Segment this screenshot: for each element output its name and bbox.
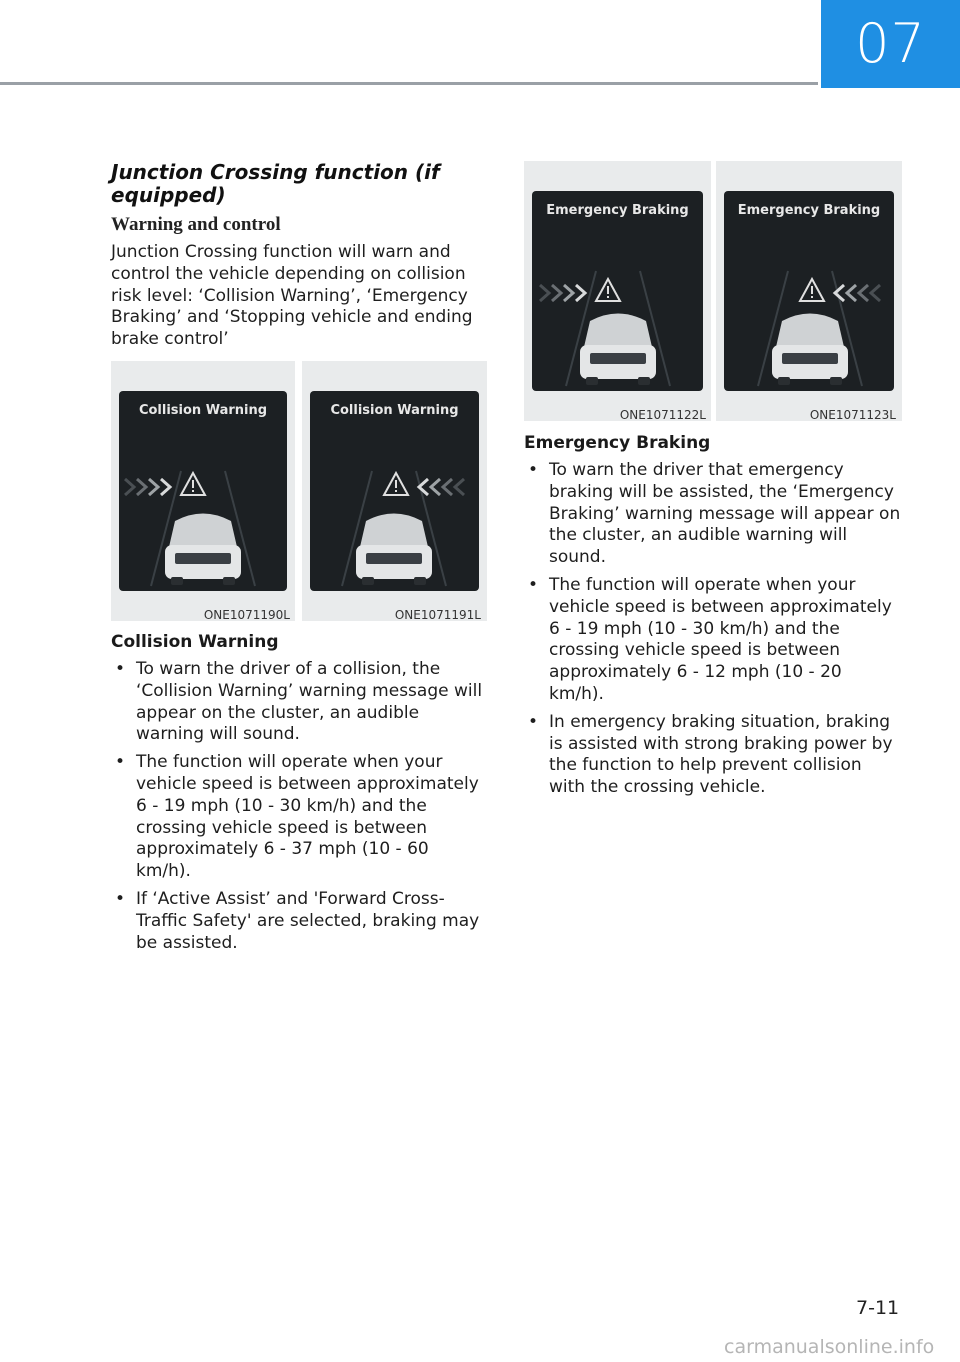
collision-warning-heading: Collision Warning — [111, 632, 279, 652]
header-rule — [0, 82, 818, 85]
warning-triangle-icon — [596, 279, 620, 301]
warning-triangle-icon — [384, 473, 408, 495]
chapter-tab: 07 — [821, 0, 960, 88]
intro-paragraph: Junction Crossing function will warn and control the vehicle depending on collision risk level: ‘Collision Warning’, ‘Emergency Braking’ and ‘Stopping vehicle and ending brake control’ — [111, 242, 473, 350]
car-approach-illustration — [111, 361, 295, 621]
figure-code: ONE1071190L — [203, 608, 290, 622]
list-item: • In emergency braking situation, braking is assisted with strong braking power by the function to help prevent collision with the crossing vehicle. — [524, 712, 902, 799]
car-approach-illustration — [716, 161, 902, 421]
figure-emergency-braking-right — [524, 161, 711, 421]
list-item: • To warn the driver that emergency braking will be assisted, the ‘Emergency Braking’ warning message will appear on the cluster, an audible warning will sound. — [524, 460, 902, 569]
collision-warning-list — [111, 659, 489, 960]
figure-emergency-braking-left — [716, 161, 902, 421]
list-item: • The function will operate when your vehicle speed is between approximately 6 - 19 mph (10 - 30 km/h) and the crossing vehicle speed is between approximately 6 - 12 mph (10 - 20 km/h). — [524, 575, 902, 706]
warning-triangle-icon — [181, 473, 205, 495]
section-title: Junction Crossing function (if equipped) — [111, 160, 440, 207]
page-number: 7-11 — [856, 1297, 900, 1319]
car-approach-illustration — [524, 161, 711, 421]
emergency-braking-list — [524, 460, 902, 805]
cluster-message: Collision Warning — [138, 403, 268, 418]
figure-collision-warning-right — [111, 361, 295, 621]
car-approach-illustration — [302, 361, 487, 621]
list-item: • To warn the driver of a collision, the ‘Collision Warning’ warning message will appear on the cluster, an audible warning will sound. — [111, 659, 489, 746]
list-item: • If ‘Active Assist’ and 'Forward Cross-Traffic Safety' are selected, braking may be assisted. — [111, 889, 489, 954]
watermark: carmanualsonline.info — [724, 1336, 935, 1358]
car-icon — [165, 514, 241, 586]
car-icon — [356, 514, 432, 586]
figure-code: ONE1071123L — [809, 408, 896, 422]
emergency-braking-heading: Emergency Braking — [524, 433, 711, 453]
car-icon — [772, 314, 848, 386]
section-subtitle: Warning and control — [111, 214, 281, 235]
car-icon — [580, 314, 656, 386]
figure-code: ONE1071122L — [619, 408, 706, 422]
cluster-message: Emergency Braking — [737, 203, 881, 218]
cluster-message: Collision Warning — [330, 403, 459, 418]
warning-triangle-icon — [800, 279, 824, 301]
figure-code: ONE1071191L — [394, 608, 481, 622]
list-item: • The function will operate when your vehicle speed is between approximately 6 - 19 mph (10 - 30 km/h) and the crossing vehicle speed is between approximately 6 - 37 mph (10 - 60 km/h). — [111, 752, 489, 883]
cluster-message: Emergency Braking — [546, 203, 689, 218]
figure-collision-warning-left — [302, 361, 487, 621]
